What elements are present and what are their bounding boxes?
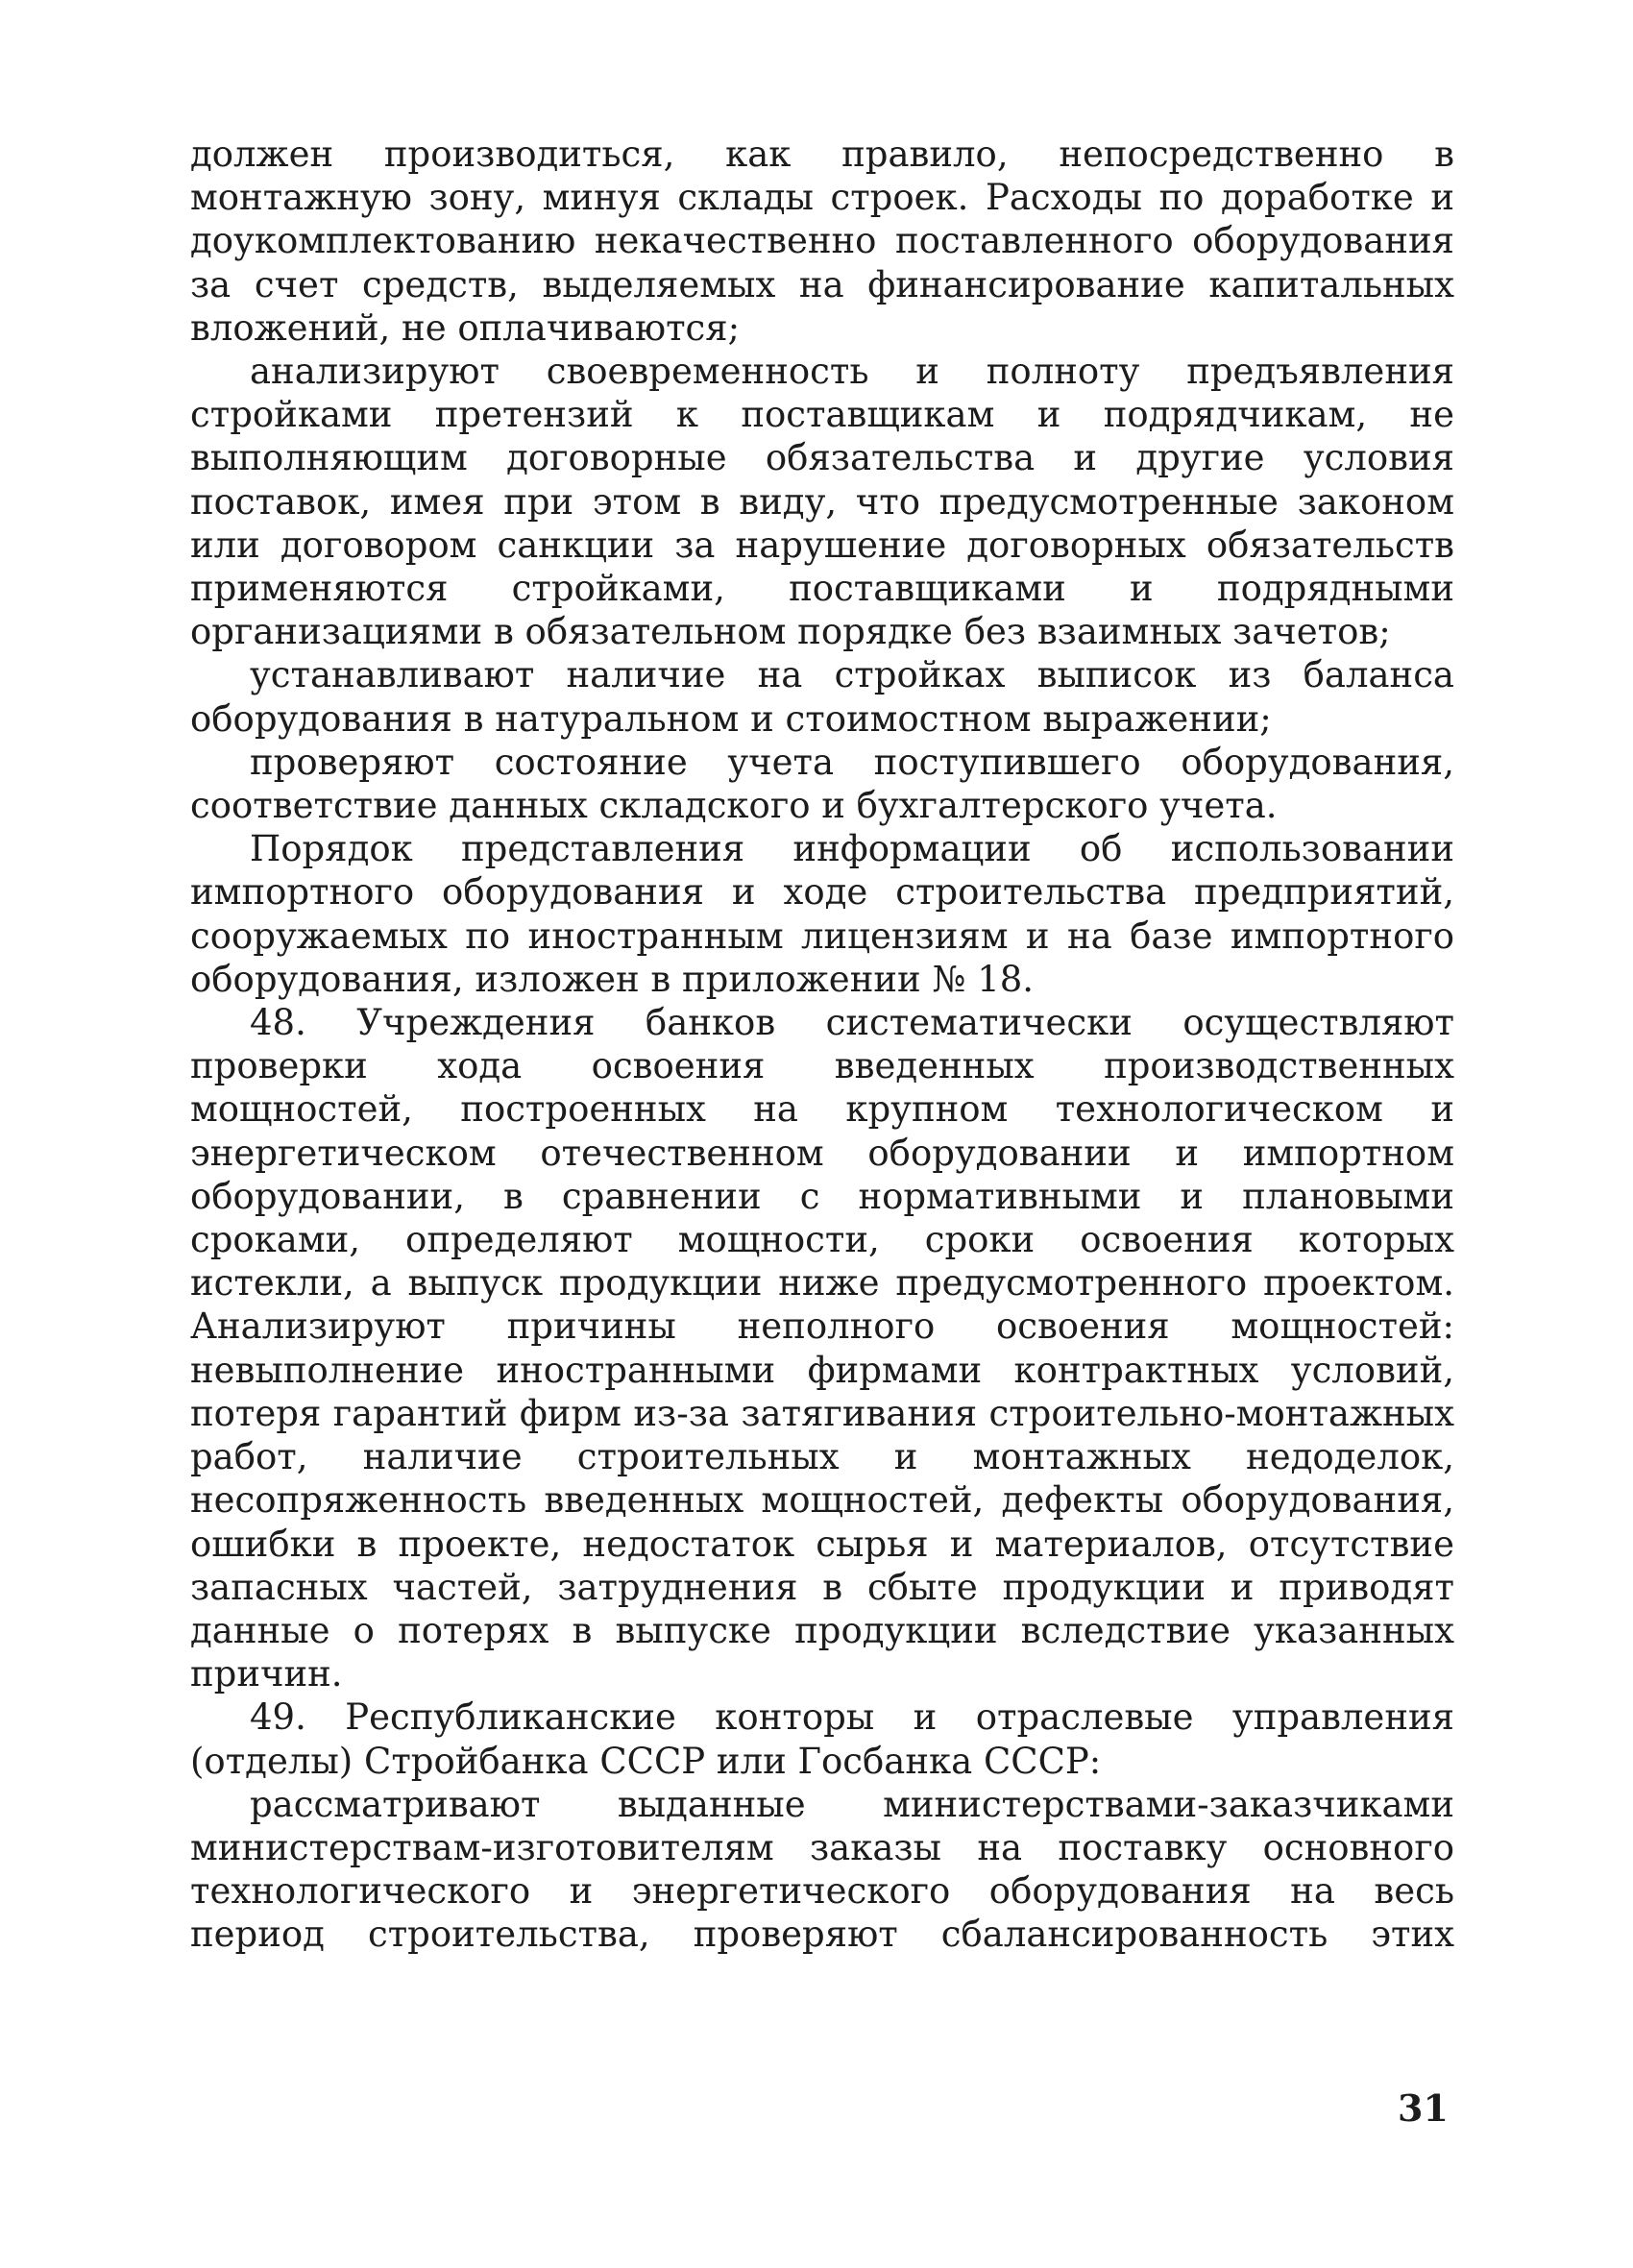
paragraph-orders-review: рассматривают выданные министерствами-заказчиками министерствам-изготовителям заказы на поставку основного технологического и энергетического оборудования на весь период строительства, проверяют сбалансированность этих: [190, 1783, 1454, 1956]
paragraph-continuation: должен производиться, как правило, непосредственно в монтажную зону, минуя склады строек. Расходы по доработке и доукомплектованию некачественно поставленного оборудования за счет средств, выделяемых на финансирование капитальных вложений, не оплачиваются;: [190, 134, 1454, 349]
paragraph-section-49: 49. Республиканские конторы и отраслевые управления (отделы) Стройбанка СССР или Госбанка СССР:: [190, 1696, 1454, 1782]
paragraph-accounting-check: проверяют состояние учета поступившего оборудования, соответствие данных складского и бухгалтерского учета.: [190, 741, 1454, 827]
page-number: 31: [1398, 2086, 1449, 2130]
paragraph-section-48: 48. Учреждения банков систематически осуществляют проверки хода освоения введенных производственных мощностей, построенных на крупном технологическом и энергетическом отечественном оборудовании и импортном оборудовании, в сравнении с нормативными и плановыми сроками, определяют мощности, сроки освоения которых истекли, а выпуск продукции ниже предусмотренного проектом. Анализируют причины неполного освоения мощностей: невыполнение иностранными фирмами контрактных условий, потеря гарантий фирм из-за затягивания строительно-монтажных работ, наличие строительных и монтажных недоделок, несопряженность введенных мощностей, дефекты оборудования, ошибки в проекте, недостаток сырья и материалов, отсутствие запасных частей, затруднения в сбыте продукции и приводят данные о потерях в выпуске продукции вследствие указанных причин.: [190, 1002, 1454, 1695]
paragraph-claims-analysis: анализируют своевременность и полноту предъявления стройками претензий к поставщикам и подрядчикам, не выполняющим договорные обязательства и другие условия поставок, имея при этом в виду, что предусмотренные законом или договором санкции за нарушение договорных обязательств применяются стройками, поставщиками и подрядными организациями в обязательном порядке без взаимных зачетов;: [190, 351, 1454, 653]
document-page: [190, 133, 1454, 1957]
paragraph-import-info: Порядок представления информации об использовании импортного оборудования и ходе строительства предприятий, сооружаемых по иностранным лицензиям и на базе импортного оборудования, изложен в приложении № 18.: [190, 828, 1454, 1000]
paragraph-balance-extracts: устанавливают наличие на стройках выписок из баланса оборудования в натуральном и стоимостном выражении;: [190, 654, 1454, 740]
